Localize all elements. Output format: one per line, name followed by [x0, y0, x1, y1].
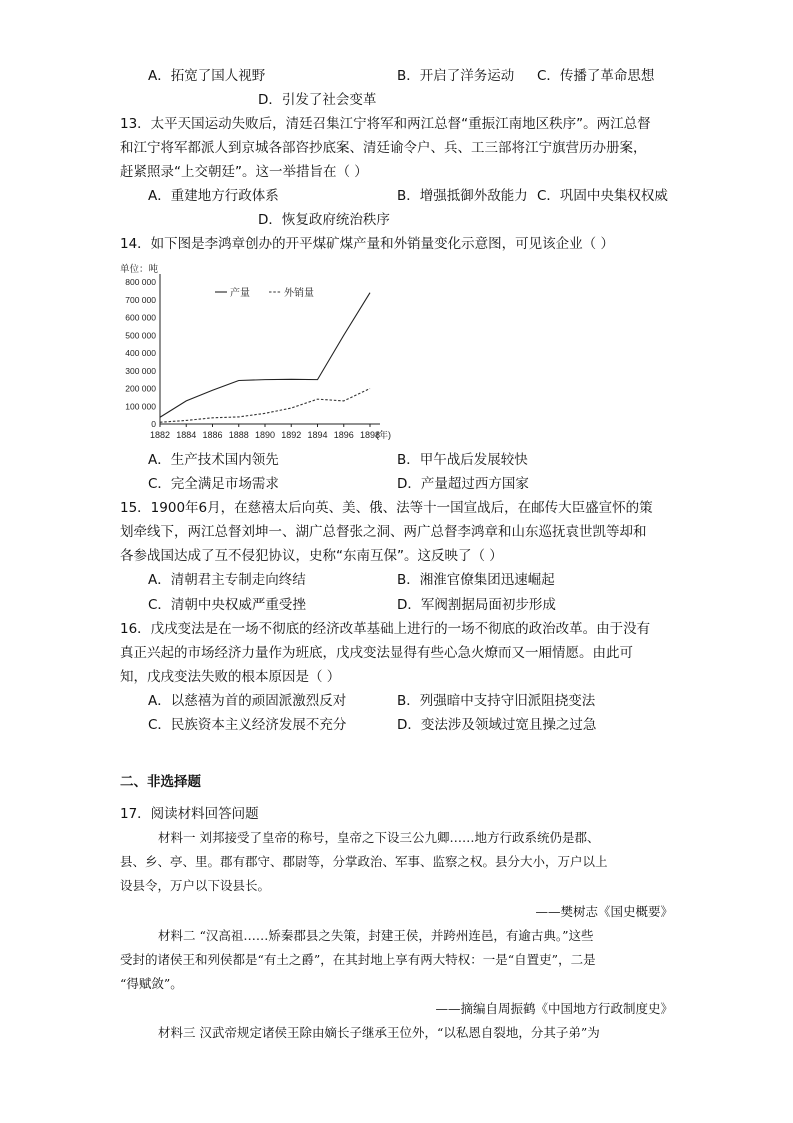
series-line-production	[160, 293, 370, 418]
q13-option-b: B．增强抵御外敌能力	[397, 188, 528, 204]
material1-source: ——樊树志《国史概要》	[535, 904, 673, 919]
q14-option-b: B．甲午战后发展较快	[397, 452, 528, 468]
q13-stem-line1: 13．太平天国运动失败后，清廷召集江宁将军和两江总督“重振江南地区秩序”。两江总督	[120, 116, 651, 132]
q13-stem-line2: 和江宁将军都派人到京城各部咨抄底案、清廷谕令户、兵、工三部将江宁旗营历办册案，	[120, 140, 647, 156]
x-tick-label: 1888	[228, 430, 249, 440]
q12-option-a: A．拓宽了国人视野	[148, 68, 266, 84]
q13-option-d: D．恢复政府统治秩序	[258, 212, 390, 228]
q16-stem-line2: 真正兴起的市场经济力量作为班底，戊戌变法显得有些心急火燎而又一厢情愿。由此可	[120, 645, 633, 661]
q13-option-a: A．重建地方行政体系	[148, 188, 279, 204]
x-tick-label: 1890	[254, 430, 276, 440]
q15-stem-line3: 各参战国达成了互不侵犯协议，史称“东南互保”。这反映了（ ）	[120, 548, 503, 564]
q12-option-c: C．传播了革命思想	[537, 68, 655, 84]
material2-source: ——摘编自周振鹤《中国地方行政制度史》	[435, 1001, 673, 1016]
q14-option-d: D．产量超过西方国家	[397, 476, 529, 492]
material1-line3: 设县令，万户以下设县长。	[120, 878, 271, 893]
y-tick-label: 200 000	[125, 383, 156, 394]
legend-label: 产量	[230, 288, 250, 299]
x-tick-label: 1898	[359, 430, 381, 440]
q17-stem: 17．阅读材料回答问题	[120, 806, 259, 822]
q12-option-d: D．引发了社会变革	[258, 92, 377, 108]
q16-stem-line1: 16．戊戌变法是在一场不彻底的经济改革基础上进行的一场不彻底的政治改革。由于没有	[120, 621, 651, 637]
q13-stem-line3: 赶紧照录“上交朝廷”。这一举措旨在（ ）	[120, 164, 368, 180]
y-tick-label: 0	[151, 419, 156, 429]
q16-option-c: C．民族资本主义经济发展不充分	[148, 717, 347, 733]
y-tick-label: 500 000	[125, 330, 156, 341]
q13-option-c: C．巩固中央集权权威	[537, 188, 668, 204]
section-title: 二、非选择题	[120, 774, 201, 790]
q16-option-d: D．变法涉及领域过宽且操之过急	[397, 717, 597, 733]
q15-option-c: C．清朝中央权威严重受挫	[148, 597, 306, 613]
material3-line1: 材料三 汉武帝规定诸侯王除由嫡长子继承王位外，“以私恩自裂地，分其子弟”为	[158, 1025, 600, 1040]
x-tick-label: 1894	[307, 430, 328, 440]
q16-stem-line3: 知，戊戌变法失败的根本原因是（ ）	[120, 669, 341, 685]
unit-label: 单位：吨	[120, 264, 159, 275]
q15-option-a: A．清朝君主专制走向终结	[148, 572, 306, 588]
material2-line3: “得赋敛”。	[120, 976, 183, 991]
q14-option-a: A．生产技术国内领先	[148, 452, 279, 468]
x-tick-label: 1886	[202, 430, 223, 440]
x-tick-label: 1892	[281, 430, 302, 440]
q14-option-c: C．完全满足市场需求	[148, 476, 279, 492]
q12-option-b: B．开启了洋务运动	[397, 68, 515, 84]
x-tick-label: 1896	[333, 430, 354, 440]
y-tick-label: 100 000	[125, 401, 156, 412]
q15-option-b: B．湘淮官僚集团迅速崛起	[397, 572, 555, 588]
coal-production-chart	[120, 262, 400, 442]
y-tick-label: 700 000	[125, 294, 156, 305]
q16-option-a: A．以慈禧为首的顽固派激烈反对	[148, 693, 347, 709]
x-tick-label: 1882	[149, 430, 171, 440]
material1-line2: 县、乡、亭、里。郡有郡守、郡尉等，分掌政治、军事、监察之权。县分大小，万户以上	[120, 854, 608, 869]
y-tick-label: 400 000	[125, 348, 156, 358]
q16-option-b: B．列强暗中支持守旧派阻挠变法	[397, 693, 596, 709]
y-tick-label: 800 000	[125, 277, 156, 287]
series-line-export	[160, 389, 370, 423]
legend-label: 外销量	[284, 288, 314, 299]
q15-stem-line2: 划牵线下，两江总督刘坤一、湖广总督张之洞、两广总督李鸿章和山东巡抚袁世凯等却和	[120, 524, 647, 540]
y-tick-label: 300 000	[125, 365, 156, 376]
x-axis-suffix: (年)	[376, 430, 391, 440]
q15-stem-line1: 15．1900年6月，在慈禧太后向英、美、俄、法等十一国宣战后，在邮传大臣盛宣怀的策	[120, 500, 653, 516]
material2-line1: 材料二 “汉高祖……矫秦郡县之失策，封建王侯，并跨州连邑，有逾古典。”这些	[158, 928, 594, 943]
x-tick-label: 1884	[176, 430, 197, 440]
q14-stem: 14．如下图是李鸿章创办的开平煤矿煤产量和外销量变化示意图，可见该企业（ ）	[120, 236, 614, 252]
material2-line2: 受封的诸侯王和列侯都是“有土之爵”，在其封地上享有两大特权：一是“自置吏”，二是	[120, 952, 596, 967]
y-tick-label: 600 000	[125, 312, 156, 323]
material1-line1: 材料一 刘邦接受了皇帝的称号，皇帝之下设三公九卿……地方行政系统仍是郡、	[158, 830, 600, 845]
q15-option-d: D．军阀割据局面初步形成	[397, 597, 556, 613]
